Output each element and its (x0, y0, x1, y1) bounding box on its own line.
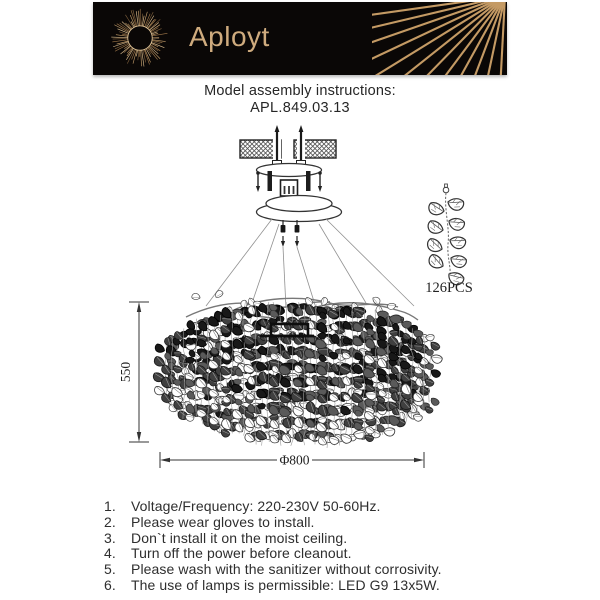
cable-grippers (281, 220, 300, 247)
diameter-dimension-label: Φ800 (279, 452, 310, 468)
instruction-item: The use of lamps is permissible: LED G9 13x5W. (131, 576, 440, 593)
model-number: APL.849.03.13 (250, 100, 350, 116)
suspension-wires (206, 219, 414, 308)
instruction-item: Please wear gloves to install. (131, 513, 315, 530)
canopy (257, 196, 342, 222)
parts-count-label: 126PCS (425, 280, 473, 296)
brand-name: Aployt (189, 21, 270, 52)
ceiling-plate (240, 140, 336, 158)
instruction-item: Turn off the power before cleanout. (131, 545, 352, 562)
instruction-item: Don`t install it on the moist ceiling. (131, 529, 348, 546)
chandelier-body (152, 289, 443, 448)
leaf-strand-detail (425, 184, 467, 287)
mounting-bracket (257, 164, 322, 177)
instruction-item: Voltage/Frequency: 220-230V 50-60Hz. (131, 498, 381, 514)
page-title: Model assembly instructions: (204, 83, 396, 99)
height-dimension-label: 550 (118, 361, 133, 383)
instruction-item: Please wash with the sanitizer without corrosivity. (131, 561, 442, 578)
instructions-list (104, 499, 442, 594)
